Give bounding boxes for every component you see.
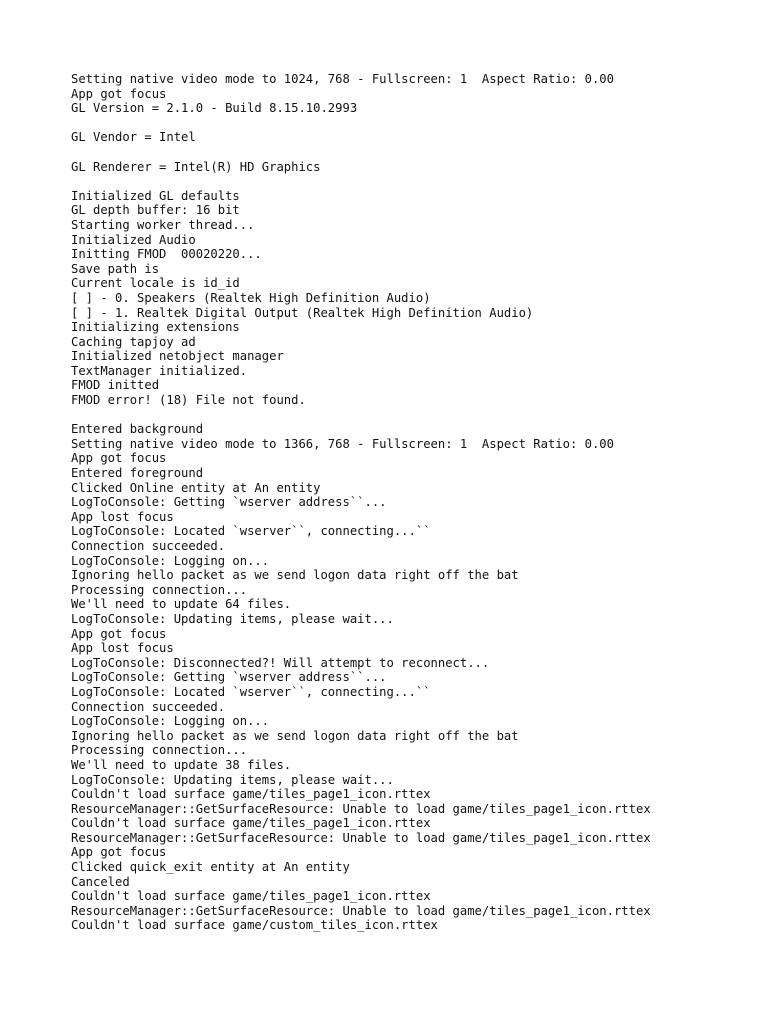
log-line: Initialized Audio [71,232,196,247]
log-line: Ignoring hello packet as we send logon data right off the bat [71,728,519,743]
log-line: App got focus [71,845,167,860]
log-line: We'll need to update 38 files. [71,757,292,772]
log-line: App got focus [71,86,167,101]
log-line: Connection succeeded. [71,539,226,553]
log-line: Caching tapjoy ad [71,334,196,349]
log-line: Initialized netobject manager [71,349,284,364]
log-line: Setting native video mode to 1366, 768 - Fullscreen: 1 Aspect Ratio: 0.00 [71,436,614,451]
blank-line [71,408,651,423]
log-line: LogToConsole: Located `wserver``, connecting...`` [71,524,431,539]
log-line: Entered background [71,422,204,437]
log-line: Clicked Online entity at An entity [71,480,321,495]
log-line: FMOD error! (18) File not found. [71,393,306,408]
log-line: LogToConsole: Located `wserver``, connecting...`` [71,684,431,699]
log-line: Entered foreground [71,466,204,481]
log-line: Current locale is id_id [71,276,240,291]
log-line: App got focus [71,451,167,466]
blank-line [71,174,651,189]
log-line: [ ] - 0. Speakers (Realtek High Definition Audio) [71,290,431,305]
log-line: Processing connection... [71,582,248,597]
blank-line [71,116,651,131]
log-line: Couldn't load surface game/tiles_page1_icon.rttex [71,889,431,904]
log-line: Initialized GL defaults [71,188,240,203]
log-line: LogToConsole: Disconnected?! Will attempt to reconnect... [71,655,490,670]
log-line: Initializing extensions [71,320,240,335]
log-line: Save path is [71,261,160,276]
log-line: Connection succeeded. [71,699,226,714]
log-line: Starting worker thread... [71,217,255,232]
log-line: GL Vendor = Intel [71,130,196,145]
log-line: GL Version = 2.1.0 - Build 8.15.10.2993 [71,101,358,116]
log-line: Canceled [71,874,130,889]
log-line: Couldn't load surface game/tiles_page1_icon.rttex [71,816,431,831]
log-line: App got focus [71,626,167,641]
blank-line [71,145,651,160]
log-line: Clicked quick_exit entity at An entity [71,860,350,875]
log-line: Initting FMOD 00020220... [71,247,262,262]
log-line: LogToConsole: Logging on... [71,553,270,568]
log-line: Processing connection... [71,743,248,758]
log-line: Couldn't load surface game/custom_tiles_icon.rttex [71,918,438,933]
log-line: Couldn't load surface game/tiles_page1_icon.rttex [71,787,431,802]
log-line: We'll need to update 64 files. [71,597,292,612]
log-line: LogToConsole: Getting `wserver address``... [71,495,387,510]
log-line: FMOD initted [71,378,160,393]
log-line: LogToConsole: Logging on... [71,714,270,729]
log-line: App lost focus [71,509,174,524]
log-line: LogToConsole: Updating items, please wait... [71,611,394,626]
log-line: LogToConsole: Getting `wserver address``... [71,670,387,685]
log-line: TextManager initialized. [71,363,248,378]
log-line: ResourceManager::GetSurfaceResource: Unable to load game/tiles_page1_icon.rttex [71,903,651,918]
log-line: ResourceManager::GetSurfaceResource: Unable to load game/tiles_page1_icon.rttex [71,830,651,845]
log-line: [ ] - 1. Realtek Digital Output (Realtek High Definition Audio) [71,305,534,320]
console-log-text [71,72,651,933]
log-line: App lost focus [71,641,174,656]
log-line: Setting native video mode to 1024, 768 - Fullscreen: 1 Aspect Ratio: 0.00 [71,72,614,86]
log-line: GL depth buffer: 16 bit [71,203,240,218]
log-line: GL Renderer = Intel(R) HD Graphics [71,159,321,174]
log-line: LogToConsole: Updating items, please wait... [71,772,394,787]
log-line: Ignoring hello packet as we send logon data right off the bat [71,568,519,583]
log-line: ResourceManager::GetSurfaceResource: Unable to load game/tiles_page1_icon.rttex [71,801,651,816]
